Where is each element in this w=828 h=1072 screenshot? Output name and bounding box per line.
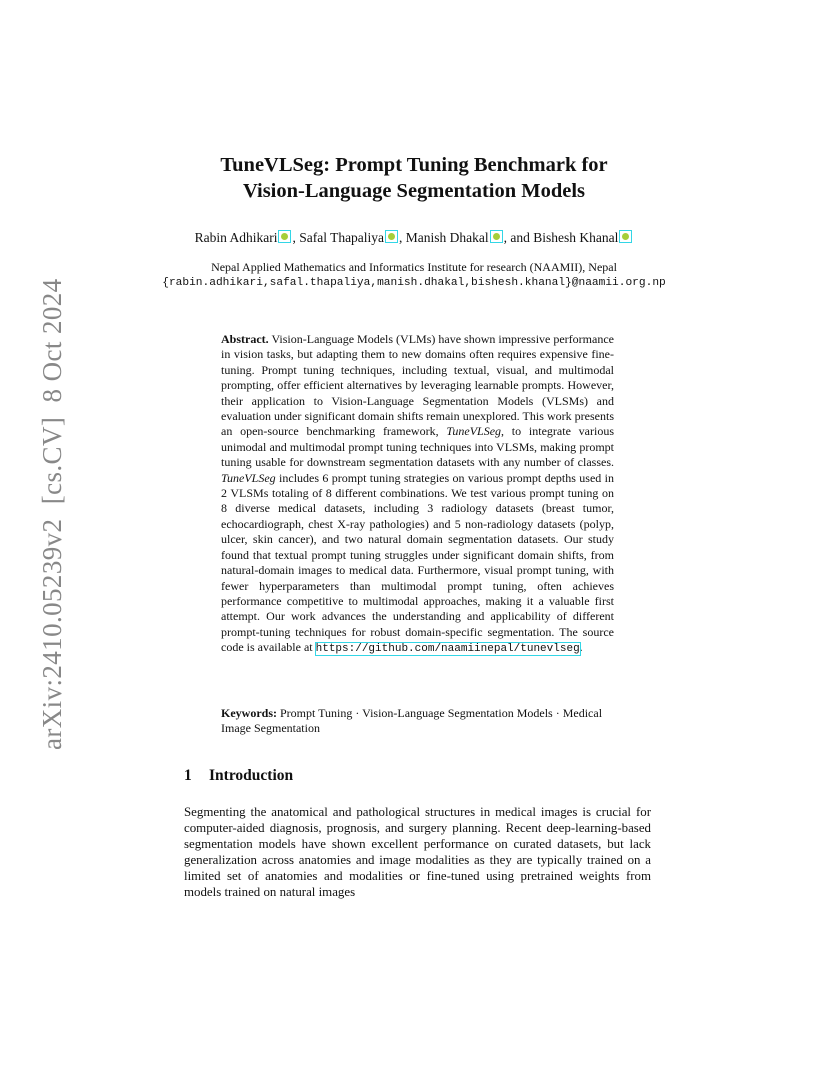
keywords-label: Keywords:	[221, 706, 277, 720]
author-separator: ,	[399, 230, 406, 245]
affiliation-institute: Nepal Applied Mathematics and Informatics Institute for research (NAAMII), Nepal	[211, 260, 617, 274]
affiliation-block	[120, 259, 708, 291]
framework-name: TuneVLSeg	[221, 470, 276, 485]
section-heading	[184, 766, 293, 786]
abstract-text: Vision-Language Models (VLMs) have shown impressive performance in vision tasks, but adapting them to new domains often requires expensive fine-tuning. Prompt tuning techniques, including textual, visual, and multimodal prompting, offer efficient alternatives by leveraging learnable prompts. However, their application to Vision-Language Segmentation Models (VLSMs) and evaluation under significant domain shifts remain unexplored. This work presents an open-source benchmarking framework,	[221, 332, 614, 439]
keywords-text: Prompt Tuning · Vision-Language Segmentation Models · Medical Image Segmentation	[221, 706, 603, 736]
author-separator: ,	[292, 230, 300, 245]
abstract-label: Abstract.	[221, 332, 269, 346]
abstract-text: .	[579, 640, 583, 655]
author-name: Rabin Adhikari	[194, 230, 278, 245]
abstract-text: , to integrate various unimodal and multimodal prompt tuning techniques into VLSMs, making prompt tuning usable for downstream segmentation datasets with any number of classes.	[221, 424, 614, 470]
author-list	[150, 229, 678, 247]
orcid-icon[interactable]	[619, 230, 632, 243]
author-name: Bishesh Khanal	[533, 230, 619, 245]
section-title: Introduction	[209, 767, 294, 784]
author-name: Safal Thapaliya	[299, 230, 385, 245]
framework-name: TuneVLSeg	[446, 424, 502, 439]
source-code-link[interactable]: https://github.com/naamiinepal/tunevlseg	[315, 643, 580, 656]
title-line-2: Vision-Language Segmentation Models	[242, 180, 586, 202]
orcid-icon[interactable]	[278, 230, 291, 243]
abstract	[221, 332, 614, 658]
author-name: Manish Dhakal	[405, 230, 489, 245]
arxiv-identifier: arXiv:2410.05239v2 [cs.CV] 8 Oct 2024	[37, 278, 67, 750]
paper-title	[150, 152, 678, 204]
orcid-icon[interactable]	[490, 230, 503, 243]
keywords	[221, 706, 614, 737]
orcid-icon[interactable]	[385, 230, 398, 243]
abstract-text: includes 6 prompt tuning strategies on various prompt depths used in 2 VLSMs totaling of 8 different combinations. We test various prompt tuning on 8 diverse medical datasets, including 3 radiology datasets (breast tumor, echocardiograph, chest X-ray pathologies) and 5 non-radiology datasets (polyp, ulcer, skin cancer), and two natural domain segmentation datasets. Our study found that textual prompt tuning struggles under significant domain shifts, from natural-domain images to medical data. Furthermore, visual prompt tuning, with fewer hyperparameters than multimodal prompt tuning, often achieves performance competitive to multimodal approaches, making it a valuable first attempt. Our work advances the understanding and applicability of different prompt-tuning techniques for robust domain-specific segmentation. The source code is available at	[221, 470, 614, 655]
intro-paragraph: Segmenting the anatomical and pathological structures in medical images is crucial for computer-aided diagnosis, prognosis, and surgery planning. Recent deep-learning-based segmentation models have shown excellent performance on curated datasets, but lack generalization across anatomies and image modalities as they are typically trained on a limited set of anatomies and modalities or fine-tuned using pretrained weights from models trained on natural images	[184, 805, 651, 899]
title-line-1: TuneVLSeg: Prompt Tuning Benchmark for	[220, 154, 608, 176]
section-number: 1	[184, 767, 192, 784]
author-separator: , and	[503, 230, 534, 245]
affiliation-emails: {rabin.adhikari,safal.thapaliya,manish.dhakal,bishesh.khanal}@naamii.org.np	[162, 277, 666, 289]
